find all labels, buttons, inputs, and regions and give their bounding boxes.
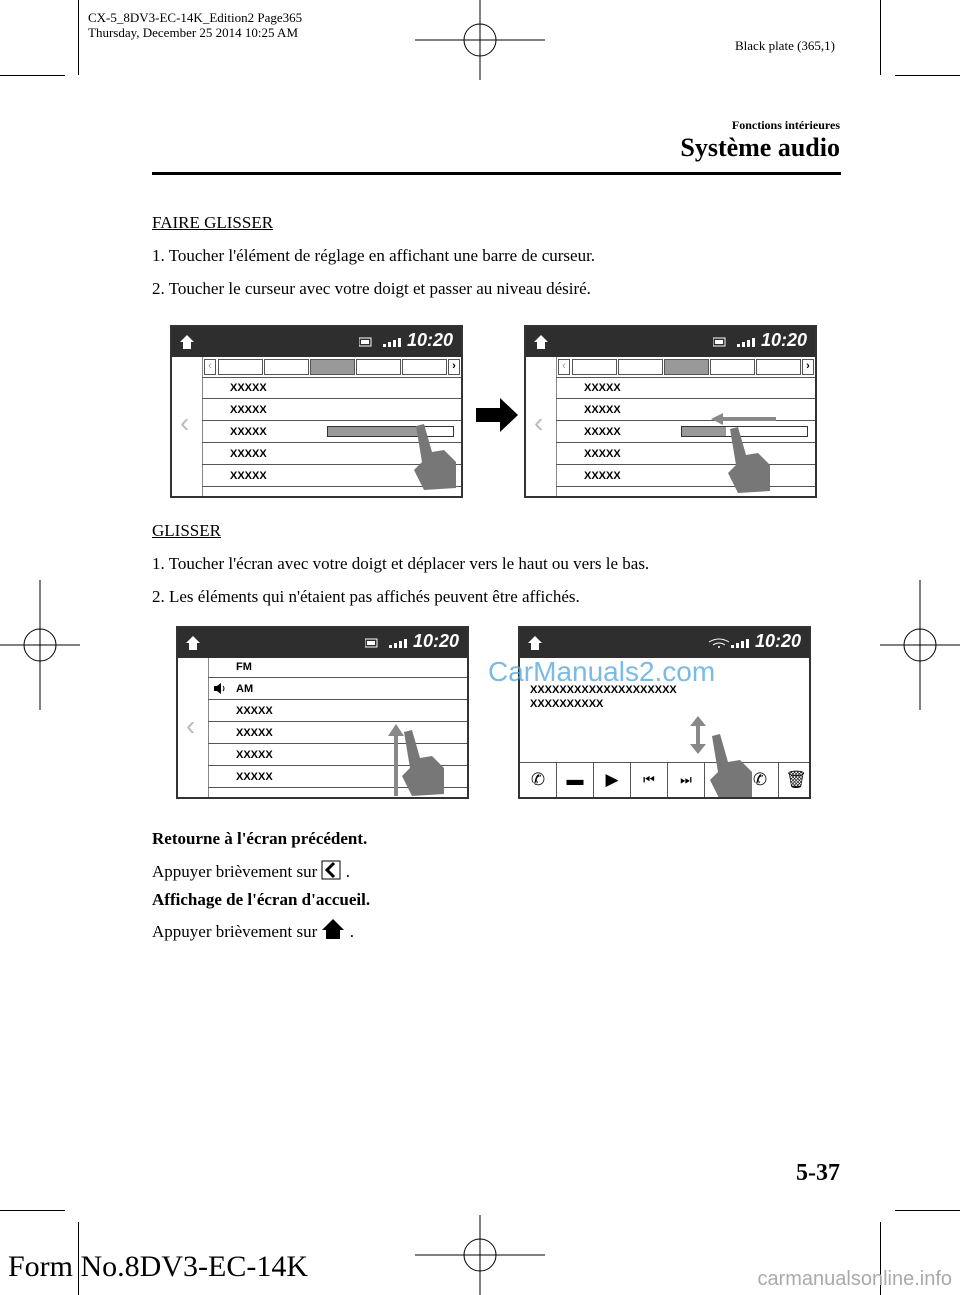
clock: 10:20 [760, 330, 807, 350]
status-bar [520, 628, 809, 658]
drag-heading: FAIRE GLISSER [152, 213, 274, 232]
list-item[interactable]: XXXXX [202, 465, 461, 487]
list-item[interactable]: XXXXX [202, 421, 461, 443]
registration-mark-top [415, 0, 545, 80]
list-item[interactable]: XXXXX [556, 465, 815, 487]
registration-mark-left [0, 580, 80, 710]
home-icon [184, 634, 202, 652]
chevron-left-icon [321, 860, 341, 880]
crop-info-line1: CX-5_8DV3-EC-14K_Edition2 Page365 [88, 10, 303, 25]
clock: 10:20 [754, 631, 801, 651]
list-item-fm[interactable]: FM [208, 656, 467, 678]
battery-icon [359, 337, 383, 347]
folder-icon[interactable]: ▬ [557, 763, 594, 797]
header-rule [152, 172, 841, 175]
section-title-small: Fonctions intérieures [731, 118, 840, 132]
home-icon [321, 918, 345, 940]
list-item[interactable]: XXXXX [556, 377, 815, 399]
form-number: Form No.8DV3-EC-14K [8, 1250, 308, 1283]
crop-mark [895, 1210, 960, 1211]
site-watermark: carmanualsonline.info [757, 1268, 952, 1290]
chevron-left-icon[interactable]: ‹ [534, 407, 544, 438]
list-item[interactable]: XXXXX [556, 443, 815, 465]
crop-mark [895, 75, 960, 76]
back-instruction: Appuyer brièvement sur . [152, 862, 350, 881]
tab[interactable] [756, 359, 801, 375]
chevron-left-icon[interactable]: ‹ [180, 407, 190, 438]
list-item[interactable]: XXXXX [556, 399, 815, 421]
status-bar [172, 327, 461, 357]
clock: 10:20 [412, 631, 459, 651]
drag-step-2: 2. Toucher le curseur avec votre doigt et passer au niveau désiré. [152, 279, 591, 298]
chevron-left-icon[interactable]: ‹ [186, 710, 196, 741]
slide-heading: GLISSER [152, 521, 221, 540]
list-item[interactable]: XXXXX [202, 377, 461, 399]
chevron-left-icon[interactable]: ‹ [204, 359, 216, 375]
speaker-icon [214, 683, 228, 694]
hand-icon [724, 425, 774, 495]
crop-mark [880, 0, 881, 75]
hand-icon [410, 422, 460, 492]
registration-mark-right [880, 580, 960, 710]
back-column[interactable] [172, 357, 203, 496]
signal-icon [735, 337, 759, 347]
tab[interactable] [572, 359, 617, 375]
tab[interactable] [710, 359, 755, 375]
wifi-icon [707, 638, 731, 648]
tab-selected[interactable] [310, 359, 355, 375]
tab[interactable] [356, 359, 401, 375]
slide-step-2: 2. Les éléments qui n'étaient pas affichés peuvent être affichés. [152, 587, 580, 606]
tab[interactable] [618, 359, 663, 375]
hand-icon [398, 728, 448, 798]
signal-icon [381, 337, 405, 347]
list-item[interactable]: XXXXX [208, 744, 467, 766]
home-icon [178, 333, 196, 351]
screen-slide-list [176, 626, 469, 799]
list-item[interactable]: XXXXX [208, 722, 467, 744]
tab-bar [556, 357, 815, 378]
message-toolbar [520, 762, 809, 797]
tab[interactable] [402, 359, 447, 375]
arrow-right-icon [476, 398, 518, 432]
crop-mark [78, 0, 79, 75]
list-item[interactable]: XXXXX [208, 700, 467, 722]
list-item[interactable]: XXXXX [556, 421, 815, 443]
plate-label: Black plate (365,1) [735, 38, 835, 53]
signal-icon [387, 638, 411, 648]
message-line-2: XXXXXXXXXX [530, 698, 604, 710]
crop-info-line2: Thursday, December 25 2014 10:25 AM [88, 25, 299, 40]
crop-mark [0, 1210, 65, 1211]
screen-drag-before [170, 325, 463, 498]
section-title: Système audio [680, 133, 840, 162]
arrow-left-icon [711, 413, 776, 425]
status-bar [178, 628, 467, 658]
drag-step-1: 1. Toucher l'élément de réglage en affichant une barre de curseur. [152, 246, 596, 265]
home-icon [532, 333, 550, 351]
hand-icon [706, 732, 756, 799]
back-column[interactable] [526, 357, 557, 496]
chevron-left-icon[interactable]: ‹ [558, 359, 570, 375]
skip-forward-icon[interactable]: ⏭ [668, 763, 705, 797]
list-item[interactable]: XXXXX [202, 443, 461, 465]
signal-icon [729, 638, 753, 648]
phone-icon[interactable]: ✆ [742, 763, 779, 797]
screen-drag-after [524, 325, 817, 498]
home-instruction: Appuyer brièvement sur . [152, 918, 354, 942]
home-title: Affichage de l'écran d'accueil. [152, 890, 371, 909]
crop-mark [0, 75, 65, 76]
message-line-1: XXXXXXXXXXXXXXXXXXXX [530, 684, 677, 696]
watermark: CarManuals2.com [488, 656, 716, 687]
play-icon[interactable]: ▶ [594, 763, 631, 797]
skip-back-icon[interactable]: ⏮ [631, 763, 668, 797]
status-bar [526, 327, 815, 357]
tab[interactable] [218, 359, 263, 375]
tab-bar [202, 357, 461, 378]
trash-icon[interactable]: 🗑 [785, 770, 807, 789]
list-item[interactable]: XXXXX [208, 766, 467, 788]
tab-selected[interactable] [664, 359, 709, 375]
registration-mark-bottom [415, 1215, 545, 1295]
tab[interactable] [264, 359, 309, 375]
chevron-right-icon[interactable]: › [802, 359, 814, 375]
slide-step-1: 1. Toucher l'écran avec votre doigt et déplacer vers le haut ou vers le bas. [152, 554, 650, 573]
chevron-right-icon[interactable]: › [448, 359, 460, 375]
battery-icon [365, 638, 389, 648]
clock: 10:20 [406, 330, 453, 350]
battery-icon [713, 337, 737, 347]
home-icon [526, 634, 544, 652]
screen-slide-message [518, 626, 811, 799]
list-item-am[interactable]: AM [208, 678, 467, 700]
arrow-up-down-icon [690, 716, 706, 754]
page-number: 5-37 [796, 1160, 840, 1186]
list-item[interactable]: XXXXX [202, 399, 461, 421]
phone-message-icon[interactable]: ✆ [520, 763, 557, 797]
back-title: Retourne à l'écran précédent. [152, 829, 368, 848]
back-column[interactable] [178, 658, 209, 797]
